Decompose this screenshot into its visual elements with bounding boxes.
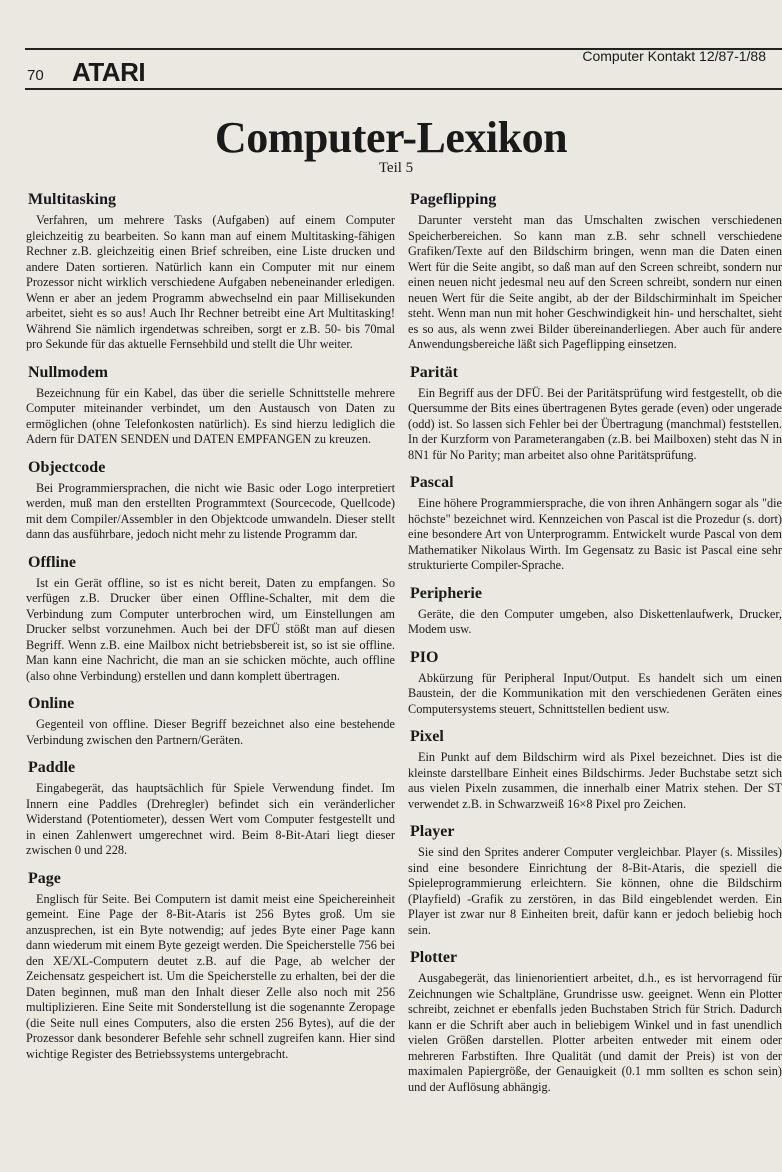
entry-term: Online [28,695,75,712]
entry-nullmodem [26,363,397,448]
entry-term: Pixel [410,728,444,745]
entry-text: Bezeichnung für ein Kabel, das über die serielle Schnittstelle mehrere Computer miteinander verbindet, um den Austausch von Daten zu ermöglichen (ohne Telefonkosten natürlich). Es sind hierzu lediglich die Adern für DATEN SENDEN und DATEN EMPFANGEN zu kreuzen. [26,385,395,446]
entry-term: PIO [410,648,439,666]
entry-text: Geräte, die den Computer umgeben, also Diskettenlaufwerk, Drucker, Modem usw. [408,606,782,636]
entry-term: Multitasking [28,191,117,208]
entry-text: Sie sind den Sprites anderer Computer vergleichbar. Player (s. Missiles) sind eine besondere Einrichtung der 8-Bit-Ataris, die speziell die Spieleprogrammierung erleichtern. Sie können, ohne die Bildschirm (Playfield) -Grafik zu zerstören, in das Bild eingeblendet werden. Ein Player ist zwar nur 8 Einheiten breit, dafür kann er jedoch beliebig hoch sein. [408,845,782,937]
entry-peripherie [408,584,782,638]
entry-term: Peripherie [410,584,482,602]
entry-term: Plotter [410,949,458,966]
entry-paritaet [408,363,782,464]
entry-text: Bei Programmiersprachen, die nicht wie Basic oder Logo interpretiert werden, muß man den erstellten Programmtext (Sourcecode, Quellcode) mit dem Compiler/Assembler in den Objektcode umwandeln. Dieser stellt dann das ausführbare, jedoch nicht mehr zu listende Programm dar. [26,480,395,541]
entry-paddle [26,758,397,859]
entry-objectcode [26,458,397,543]
entry-text: Ein Punkt auf dem Bildschirm wird als Pixel bezeichnet. Dies ist die kleinste darstellbare Einheit eines Bildschirms. Jeder Buchstabe setzt sich aus vielen Pixeln zusammen, die innerhalb einer Matrix stehen. Der ST verwendet z.B. in Schwarzweiß 16×8 Pixel pro Zeichen. [408,750,782,811]
entry-text: Abkürzung für Peripheral Input/Output. Es handelt sich um einen Baustein, der die Kommunikation mit den verschiedenen Geräten eines Computersystems steuert, Schnittstellen bedient usw. [408,670,782,716]
page-number: 70 [27,67,44,84]
entry-pageflipping [408,190,782,353]
entry-plotter [408,948,782,1095]
entry-page [26,869,397,1063]
entry-text: Gegenteil von offline. Dieser Begriff bezeichnet also eine bestehende Verbindung zwischen den Partnern/Geräten. [26,717,395,747]
entry-term: Objectcode [28,458,106,476]
article-title: Computer-Lexikon [214,113,568,162]
entry-term: Pascal [410,474,454,491]
entry-text: Eine höhere Programmiersprache, die von ihren Anhängern sogar als "die höchste" bezeichnet wird. Kennzeichen von Pascal ist die Prozedur (s. dort) eine besondere Art von Unterprogramm. Entwickelt wurde Pascal von dem Mathematiker Nikolaus Wirth. Im Gegensatz zu Basic ist Pascal eine sehr strukturierte Compiler-Sprache. [408,496,782,572]
column-left [26,190,397,1072]
section-brand: ATARI [72,57,146,87]
magazine-issue: Computer Kontakt 12/87-1/88 [582,48,766,64]
entry-text: Ausgabegerät, das linienorientiert arbeitet, d.h., es ist hervorragend für Zeichnungen wie Schaltpläne, Grundrisse usw. geeignet. Wenn ein Plotter schreibt, zeichnet er ebenfalls jeden Buchstaben Strich für Strich. Dadurch kann er die Schrift aber auch in beliebigem Winkel und in fast unendlich vielen Größen darstellen. Plotter arbeiten entweder mit einem oder mehreren Farbstiften. Ihre Qualität (und damit der Preis) ist von der maximalen Papiergröße, der Genauigkeit (0.1 mm sollten es schon sein) und der Auflösung abhängig. [408,971,782,1094]
entry-term: Pageflipping [410,191,497,208]
article-subtitle: Teil 5 [378,160,414,176]
column-right [408,190,782,1105]
header-rule-bottom [25,88,782,90]
entry-term: Page [28,869,61,887]
entry-term: Nullmodem [28,363,108,381]
entry-text: Englisch für Seite. Bei Computern ist damit meist eine Speichereinheit gemeint. Eine Page der 8-Bit-Ataris ist 256 Bytes groß. Um sie anzusprechen, ist ein Byte notwendig; auf jedes Byte einer Page kann dann wiederum mit einem Byte gezeigt werden. Die Speicherstelle 756 bei den XE/XL-Computern deutet z.B. auf die Page, ab welcher der Zeichensatz gespeichert ist. Um die Speicherstelle zu erhalten, bei der die Daten beginnen, muß man den Inhalt dieser Zelle also noch mit 256 multiplizieren. Eine Seite mit Sonderstellung ist die sogenannte Zeropage (die Seite null eines Computers, also die ersten 256 Bytes), auf die der Prozessor dank besonderer Befehle sehr schnell zugreifen kann. Hier sind wichtige Register des Betriebssystems untergebracht. [26,891,395,1061]
entry-term: Player [410,823,455,840]
entry-online [26,694,397,748]
entry-text: Verfahren, um mehrere Tasks (Aufgaben) auf einem Computer gleichzeitig zu bearbeiten. So kann man auf einem Multitasking-fähigen Rechner z.B. gleichzeitig einen Brief schreiben, eine Liste drucken und andere Daten sortieren. Natürlich kann ein Computer mit nur einem Prozessor nicht wirklich verschiedene Aufgaben nebeneinander erledigen. Wenn er aber an jedem Programm abwechselnd ein paar Millisekunden arbeitet, sieht es so aus! Auch Ihr Rechner betreibt eine Art Multitasking! Während Sie nämlich irgendetwas schreiben, sorgt er z.B. 50- bis 70mal pro Sekunde für das aktuelle Fernsehbild und stellt die Uhr weiter. [26,213,395,351]
entry-pio [408,648,782,718]
entry-player [408,822,782,938]
entry-multitasking [26,190,397,353]
entry-term: Parität [410,363,458,381]
entry-text: Ein Begriff aus der DFÜ. Bei der Paritätsprüfung wird festgestellt, ob die Quersumme der Bits eines übertragenen Bytes gerade (even) oder ungerade (odd) ist. So lassen sich Fehler bei der Übertragung (manchmal) feststellen. In der Kurzform von Parameterangaben (z.B. bei Mailboxen) steht das N in 8N1 für No Parity; man arbeitet also ohne Paritätsprüfung. [408,385,782,462]
entry-term: Paddle [28,759,76,776]
entry-text: Eingabegerät, das hauptsächlich für Spiele Verwendung findet. Im Innern eine Paddles (Drehregler) befindet sich ein veränderlicher Widerstand (Potentiometer), dessen Wert vom Computer festgestellt und in einen Zahlenwert umgerechnet wird. Beim 8-Bit-Atari liegt dieser zwischen 0 und 228. [26,781,395,857]
entry-text: Ist ein Gerät offline, so ist es nicht bereit, Daten zu empfangen. So verfügen z.B. Drucker über einen Offline-Schalter, mit dem die Verbindung zum Computer unterbrochen wird, um Einstellungen am Drucker selbst vorzunehmen. Auch bei der DFÜ stößt man auf diesen Begriff. Wenn z.B. eine Mailbox nicht betriebsbereit ist, so ist sie offline. Man kann eine Nachricht, die man an sie schicken möchte, auch offline (also ohne Verbindung) erstellen und dann komplett übertragen. [26,575,395,683]
entry-pixel [408,727,782,812]
entry-text: Darunter versteht man das Umschalten zwischen verschiedenen Speicherbereichen. So kann man z.B. sehr schnell verschiedene Grafiken/Texte auf den Bildschirm bringen, wenn man die Daten einen Wert für die Seite angibt, so daß man auf den Screen schreibt, sondern nur einen neuen nicht jedesmal neu auf den Screen schreibt, sondern nur einen neuen Wert für die Seite angibt, ab der der Bildschirminhalt im Speicher steht. Wenn man nun mit hoher Geschwindigkeit hin- und herschaltet, sieht es so aus, als wenn zwei Bilder übereinanderliegen. Aber auch für andere Anwendungsbereiche läßt sich Pageflipping einsetzen. [408,213,782,351]
entry-offline [26,553,397,685]
entry-term: Offline [28,553,76,571]
entry-pascal [408,473,782,574]
